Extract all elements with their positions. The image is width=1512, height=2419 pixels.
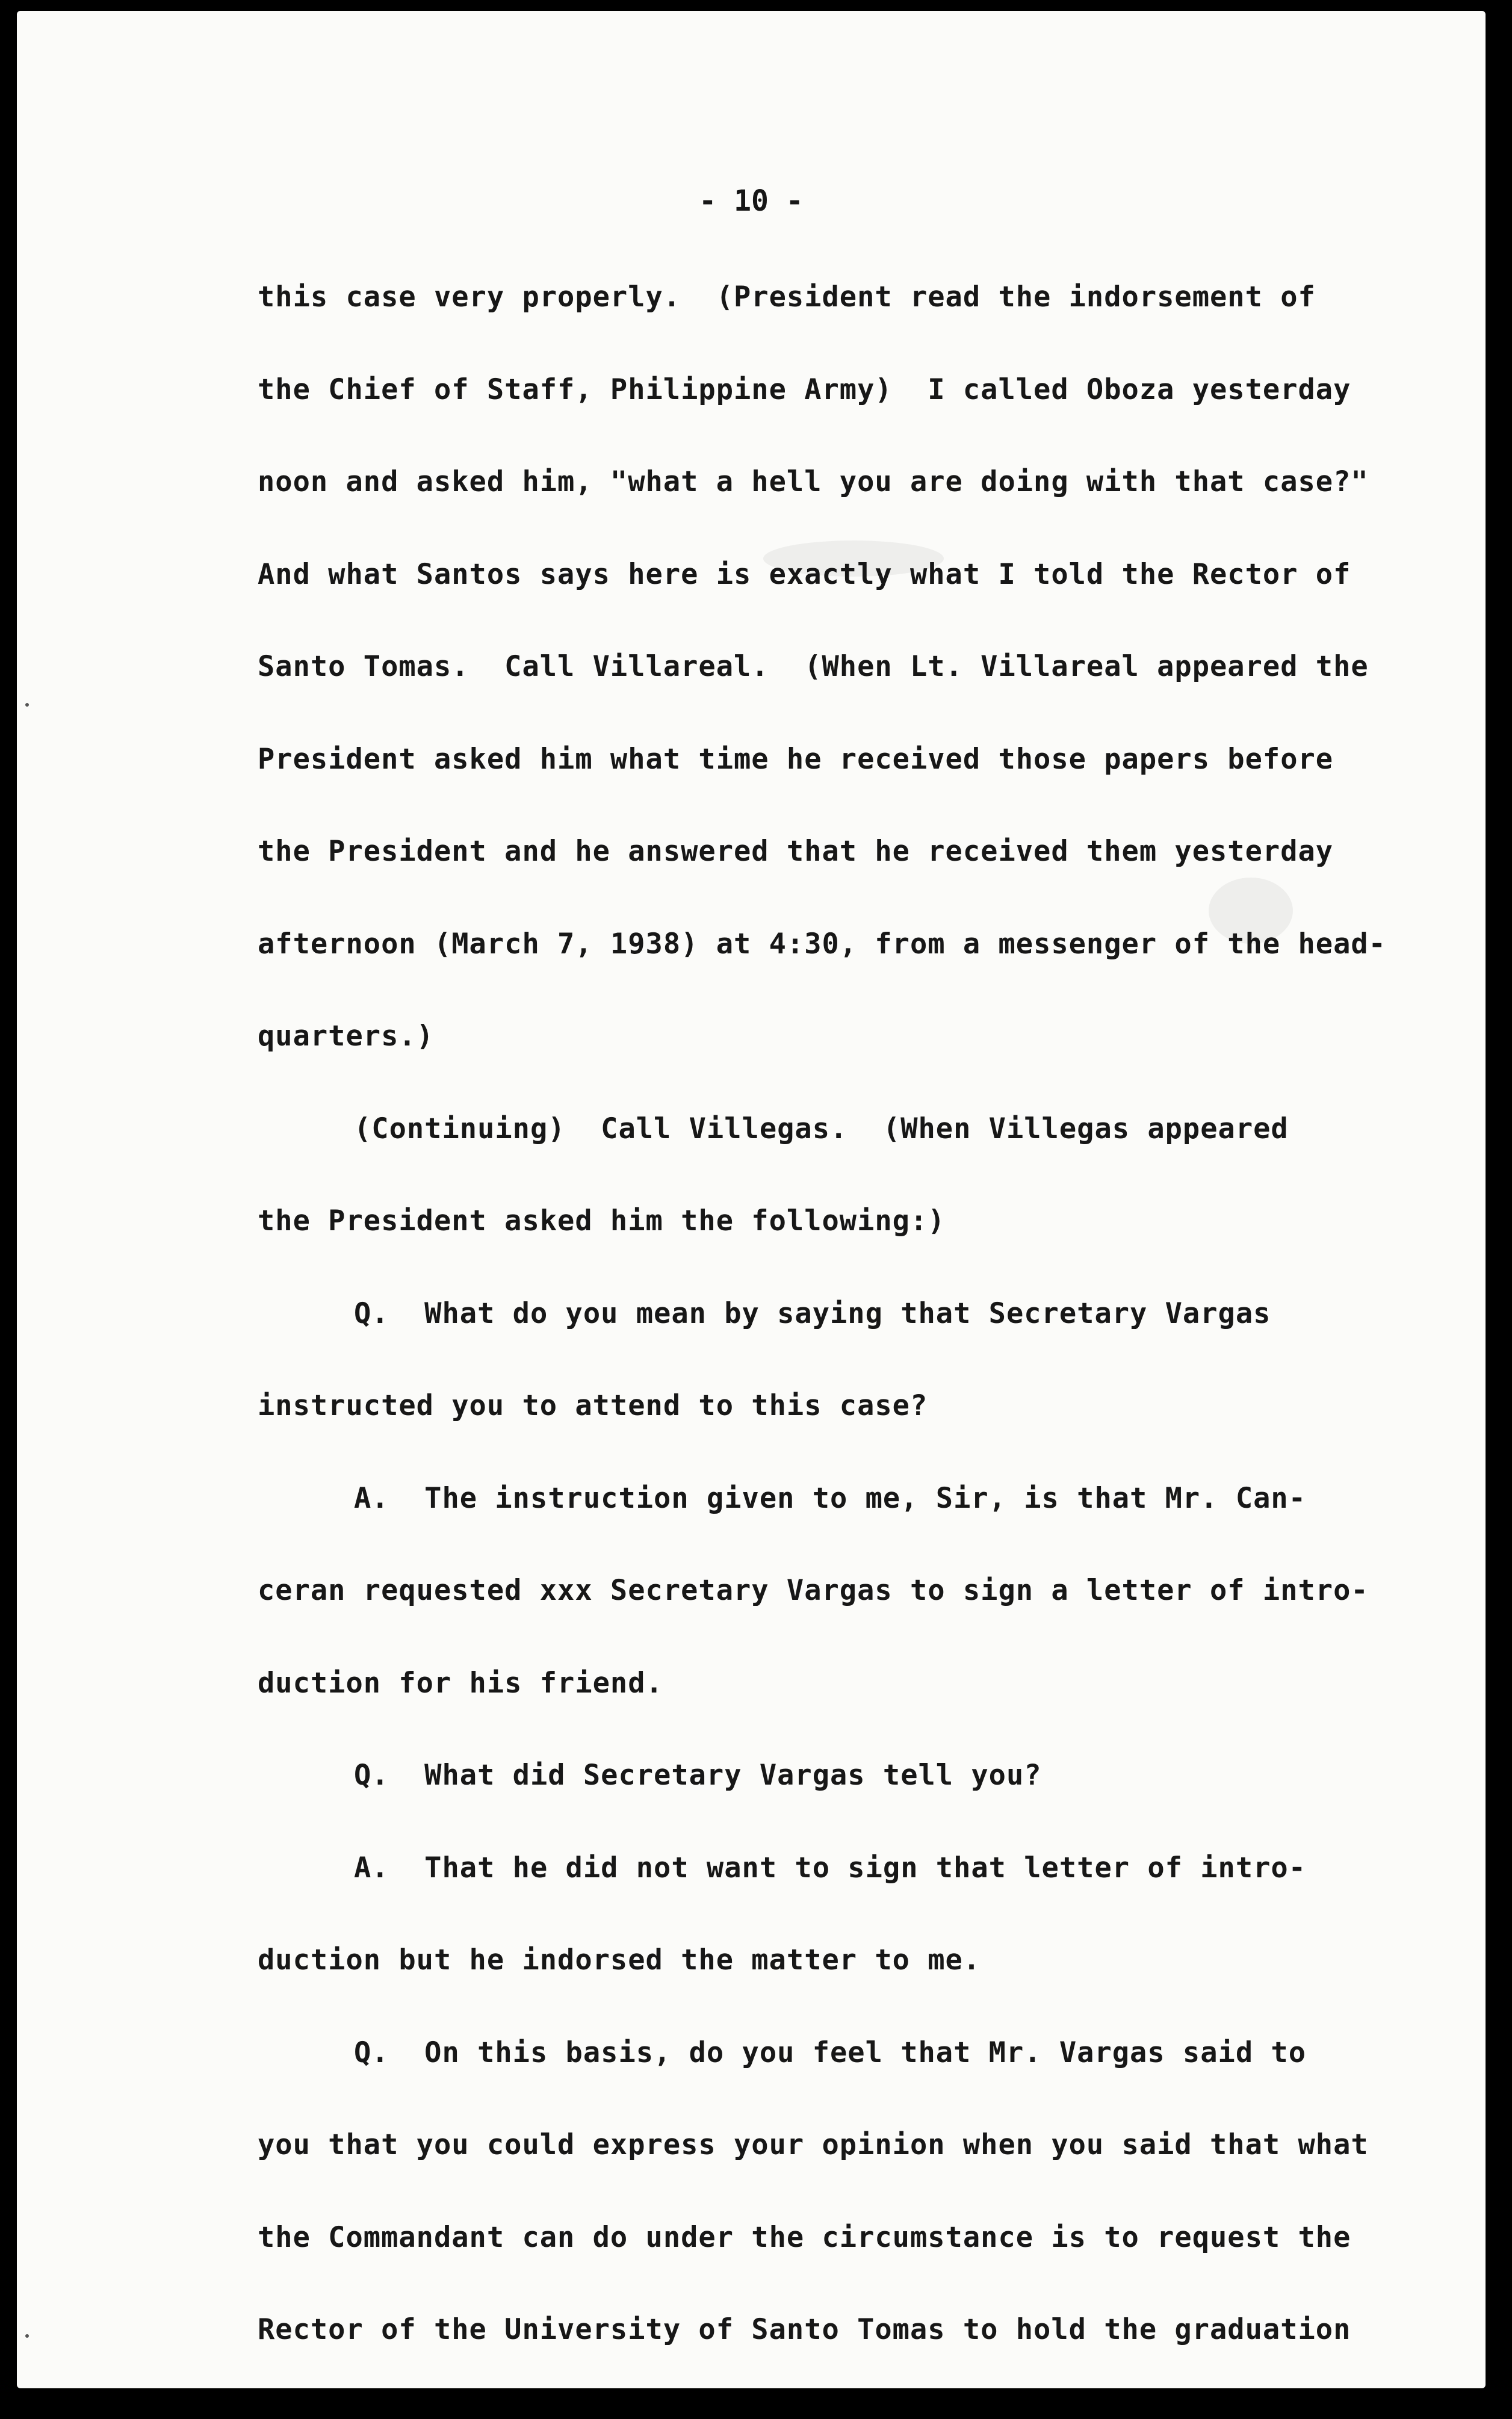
text-line: the Commandant can do under the circumstance is to request the bbox=[258, 2220, 1351, 2254]
text-line: the President and he answered that he received them yesterday bbox=[258, 835, 1334, 868]
text-line: President asked him what time he received those papers before bbox=[258, 742, 1334, 776]
text-line: noon and asked him, "what a hell you are doing with that case?" bbox=[258, 465, 1369, 498]
text-line: Santo Tomas. Call Villareal. (When Lt. Villareal appeared the bbox=[258, 650, 1369, 683]
text-line: this case very properly. (President read the indorsement of bbox=[258, 280, 1316, 314]
text-line: quarters.) bbox=[258, 1020, 434, 1053]
text-line: duction for his friend. bbox=[258, 1666, 663, 1700]
text-line: duction but he indorsed the matter to me. bbox=[258, 1944, 981, 1977]
margin-speck bbox=[25, 703, 29, 707]
text-line: ceran requested xxx Secretary Vargas to sign a letter of intro- bbox=[258, 1574, 1369, 1607]
typed-body-text bbox=[258, 270, 1449, 2388]
text-line: afternoon (March 7, 1938) at 4:30, from a messenger of the head- bbox=[258, 927, 1386, 961]
question-line: Q. On this basis, do you feel that Mr. Vargas said to bbox=[354, 2036, 1307, 2069]
document-page bbox=[17, 11, 1486, 2388]
text-line: instructed you to attend to this case? bbox=[258, 1389, 928, 1422]
text-line: And what Santos says here is exactly what I told the Rector of bbox=[258, 557, 1351, 591]
text-line: the Chief of Staff, Philippine Army) I called Oboza yesterday bbox=[258, 373, 1351, 406]
answer-line: A. The instruction given to me, Sir, is that Mr. Can- bbox=[354, 1481, 1307, 1515]
margin-speck bbox=[25, 2334, 29, 2338]
text-line: Rector of the University of Santo Tomas to hold the graduation bbox=[258, 2313, 1351, 2346]
question-line: Q. What did Secretary Vargas tell you? bbox=[354, 1759, 1042, 1792]
page-number: - 10 - bbox=[699, 184, 804, 218]
answer-line: A. That he did not want to sign that letter of intro- bbox=[354, 1851, 1307, 1885]
text-line: you that you could express your opinion when you said that what bbox=[258, 2128, 1369, 2161]
text-line: the President asked him the following:) bbox=[258, 1204, 946, 1237]
text-line: (Continuing) Call Villegas. (When Villegas appeared bbox=[354, 1112, 1289, 1145]
question-line: Q. What do you mean by saying that Secretary Vargas bbox=[354, 1296, 1271, 1330]
